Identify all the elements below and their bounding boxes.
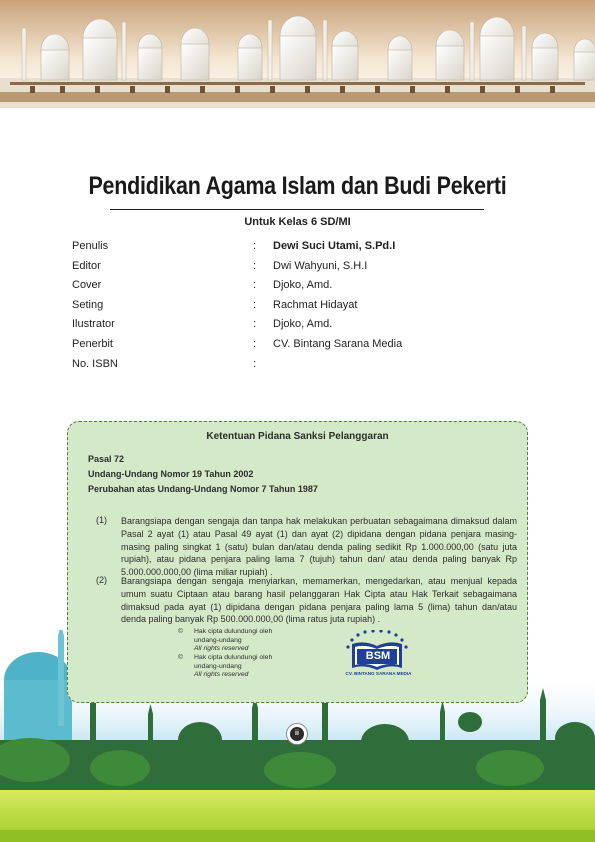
credit-colon: : xyxy=(253,299,257,311)
clause-number: (1) xyxy=(96,515,107,525)
credit-colon: : xyxy=(253,260,257,272)
page-number: ii xyxy=(290,727,304,741)
copyright-line: Hak cipta dulundungi oleh xyxy=(194,628,273,635)
law-line: Perubahan atas Undang-Undang Nomor 7 Tahun 1987 xyxy=(88,484,318,494)
credit-label: Editor xyxy=(72,260,101,272)
credit-value: Dwi Wahyuni, S.H.I xyxy=(273,260,368,272)
title-underline xyxy=(110,209,484,210)
publisher-logo xyxy=(344,630,413,678)
clause-text: Barangsiapa dengan sengaja menyiarkan, memamerkan, mengedarkan, atau menjual kepada umum suatu Ciptaan atau barang hasil pelanggaran Hak Cipta atau Hak Terkait sebagaimana dimaksud pada ayat (1) dipidana dengan pidana penjara paling lama 5 (lima) tahun dan/atau denda paling banyak Rp 500.000.000,00 (lima ratus juta rupiah) . xyxy=(121,576,517,625)
page-number-badge xyxy=(286,723,308,745)
sanctions-heading: Ketentuan Pidana Sanksi Pelanggaran xyxy=(206,431,389,442)
credit-colon: : xyxy=(253,338,257,350)
book-title: Pendidikan Agama Islam dan Budi Pekerti xyxy=(88,172,507,200)
credit-label: No. ISBN xyxy=(72,358,118,370)
credit-colon: : xyxy=(253,240,257,252)
copyright-rights: All rights reserved xyxy=(194,645,249,653)
copyright-notice xyxy=(194,628,314,654)
copyright-symbol: © xyxy=(178,628,184,635)
credit-value: Djoko, Amd. xyxy=(273,318,333,330)
logo-abbr: BSM xyxy=(365,650,391,662)
law-line: Undang-Undang Nomor 19 Tahun 2002 xyxy=(88,469,254,479)
credit-label: Penerbit xyxy=(72,338,113,350)
header-mosque-illustration xyxy=(0,0,595,108)
clause-number: (2) xyxy=(96,575,107,585)
law-line: Pasal 72 xyxy=(88,454,125,464)
sanctions-box xyxy=(67,421,528,703)
credit-label: Ilustrator xyxy=(72,318,115,330)
credit-label: Penulis xyxy=(72,240,109,252)
clause-text: Barangsiapa dengan sengaja dan tanpa hak melakukan perbuatan sebagaimana dimaksud dalam Pasal 2 ayat (1) atau Pasal 49 ayat (1) dan ayat (2) dipidana dengan pidana penjara masing-masing paling singkat 1 (satu) bulan dan/atau denda paling sedikit Rp 1.000.000,00 (satu juta rupiah), atau pidana penjara paling lama 7 (tujuh) tahun dan/ atau denda paling banyak Rp 5.000.000.000,00 (lima miliar rupiah) . xyxy=(121,516,517,578)
logo-name: CV. BINTANG SARANA MEDIA xyxy=(345,671,412,676)
book-subtitle: Untuk Kelas 6 SD/MI xyxy=(244,216,351,228)
credit-label: Seting xyxy=(72,299,104,311)
copyright-line: undang-undang xyxy=(194,636,242,644)
credit-value: Dewi Suci Utami, S.Pd.I xyxy=(273,240,396,252)
copyright-line xyxy=(194,645,314,654)
copyright-line: undang-undang xyxy=(194,662,242,670)
copyright-line xyxy=(194,671,314,680)
credit-colon: : xyxy=(253,358,257,370)
copyright-line: Hak cipta dulundungi oleh xyxy=(194,654,273,661)
credit-value: Djoko, Amd. xyxy=(273,279,333,291)
credit-colon: : xyxy=(253,279,257,291)
credit-value: CV. Bintang Sarana Media xyxy=(273,338,403,350)
copyright-symbol: © xyxy=(178,654,184,661)
copyright-rights: All rights reserved xyxy=(194,671,249,679)
credit-value: Rachmat Hidayat xyxy=(273,299,358,311)
credit-colon: : xyxy=(253,318,257,330)
credit-label: Cover xyxy=(72,279,102,291)
copyright-notice xyxy=(194,654,314,680)
